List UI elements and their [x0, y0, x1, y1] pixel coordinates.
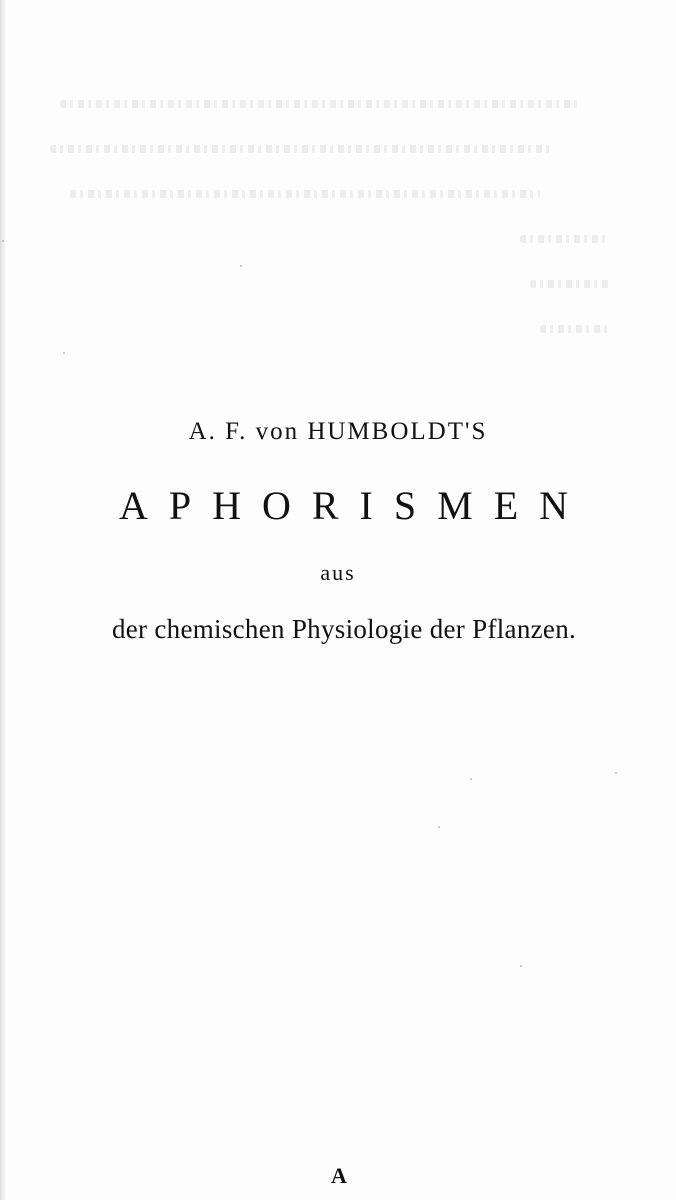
paper-speck: [470, 778, 472, 780]
author-line: A. F. von HUMBOLDT'S: [188, 418, 488, 445]
paper-speck: [2, 240, 4, 242]
paper-speck: [240, 265, 242, 267]
paper-speck: [63, 352, 65, 354]
page-edge-shadow: [0, 0, 6, 1200]
paper-speck: [520, 965, 522, 967]
paper-speck: [438, 826, 440, 828]
paper-speck: [615, 772, 617, 774]
subtitle: der chemischen Physiologie der Pflanzen.: [111, 614, 577, 644]
connector-word: aus: [320, 560, 356, 585]
main-title: APHORISMEN: [118, 483, 590, 528]
bleed-through-texture: [50, 90, 620, 390]
signature-mark: A: [331, 1163, 347, 1188]
